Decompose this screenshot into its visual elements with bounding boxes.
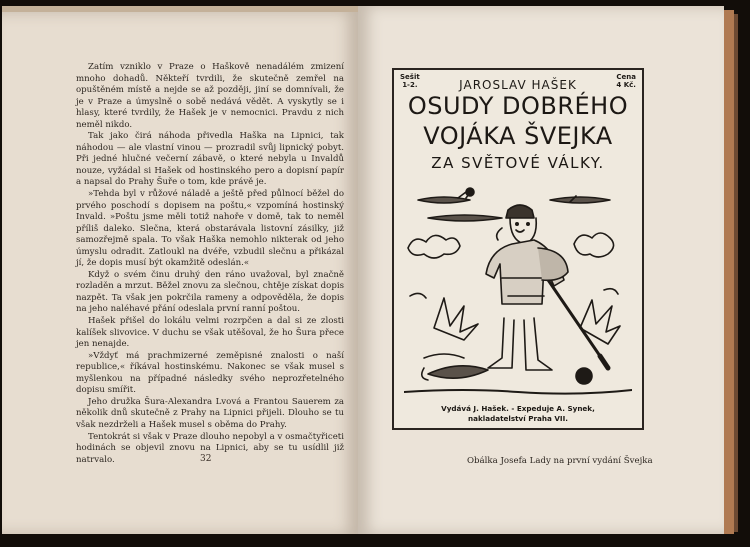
paragraph: Hašek přišel do lokálu velmi rozrpčen a dal si ze zlosti kalíšek slivovice. V duchu se však utěšoval, že ho Šura přece jen nenajde. — [76, 316, 344, 350]
page-number: 32 — [200, 454, 212, 464]
soldier-illustration — [404, 178, 632, 400]
paragraph: Když o svém činu druhý den ráno uvažoval, byl značně rozladěn a mrzut. Běžel znovu za slečnou, chtěje získat dopis nazpět. Ta však jen pokrčila rameny a odpověděla, že dopis na jeho naléhavé přání odeslala první ranní poštou. — [76, 269, 344, 315]
paragraph: »Vždyť má prachmizerné zeměpisné znalosti o naší republice,« říkával hostinskému. Nakonec se však musel s myšlenkou na případné následky svého neprozřetelného dopisu smířit. — [76, 350, 344, 396]
book-cover-edge — [724, 10, 734, 534]
paragraph: Zatím vzniklo v Praze o Haškově nenadálém zmizení mnoho dohadů. Někteří tvrdili, že skutečně zemřel na opuštěném místě a nejde se až později, jiní se domnívali, že je v Praze a úmyslně o sobě nedává vědět. A vyskytly se i hlasy, které tvrdily, že Hašek je v nemocnici. Pravdu z nich neměl nikdo. — [76, 62, 344, 130]
paragraph: Tak jako čirá náhoda přivedla Haška na Lipnici, tak náhodou — ale vlastní vinou — prozradil svůj lipnický pobyt. Při jedné hlučné večerní zábavě, o které nebyla u Invaldů nouze, vyžádal si Hašek od hostinského pero a dopisní papír a napsal do Prahy Šuře o tom, kde právě je. — [76, 131, 344, 188]
book-cover-edge-shadow — [734, 14, 738, 532]
cover-title-line-2: VOJÁKA ŠVEJKA — [423, 122, 613, 150]
cover-publisher: Vydává J. Hašek. - Expeduje A. Synek, nakladatelství Praha VII. — [441, 404, 595, 423]
cover-title-line-3: ZA SVĚTOVÉ VÁLKY. — [431, 154, 605, 172]
paragraph: »Tehda byl v růžové náladě a ještě před půlnocí běžel do prvého poschodí s dopisem na poštu,« vzpomíná hostinský Invald. »Poštu jsme měli totiž nahoře v domě, tak to neměl příliš daleko. Slečna, která obstarávala listovní zásilky, již samozřejmě spala. To však Haška nemohlo nikterak od jeho úmyslu odradit. Zatloukl na dvéře, vzbudil slečnu a přikázal jí, že dopis musí být okamžitě odeslán.« — [76, 189, 344, 269]
book-cover-image — [392, 68, 644, 430]
body-text — [76, 62, 344, 466]
paragraph: Jeho družka Šura-Alexandra Lvová a Frantou Sauerem za několik dnů skutečně z Prahy na Lipnici přijeli. Dlouho se tu však nezdrželi a Hašek musel s oběma do Prahy. — [76, 396, 344, 430]
cover-author: JAROSLAV HAŠEK — [459, 78, 577, 92]
figure-caption: Obálka Josefa Lady na první vydání Švejka — [467, 456, 653, 466]
paragraph: Tentokrát si však v Praze dlouho nepobyl a v osmačtyřiceti hodinách se objevil znovu na Lipnici, aby se tu usídlil již natrvalo. — [76, 431, 345, 465]
cover-title-line-1: OSUDY DOBRÉHO — [407, 92, 629, 120]
issue-label: Sešit 1-2. — [400, 73, 420, 89]
price-label: Cena 4 Kč. — [616, 73, 636, 89]
